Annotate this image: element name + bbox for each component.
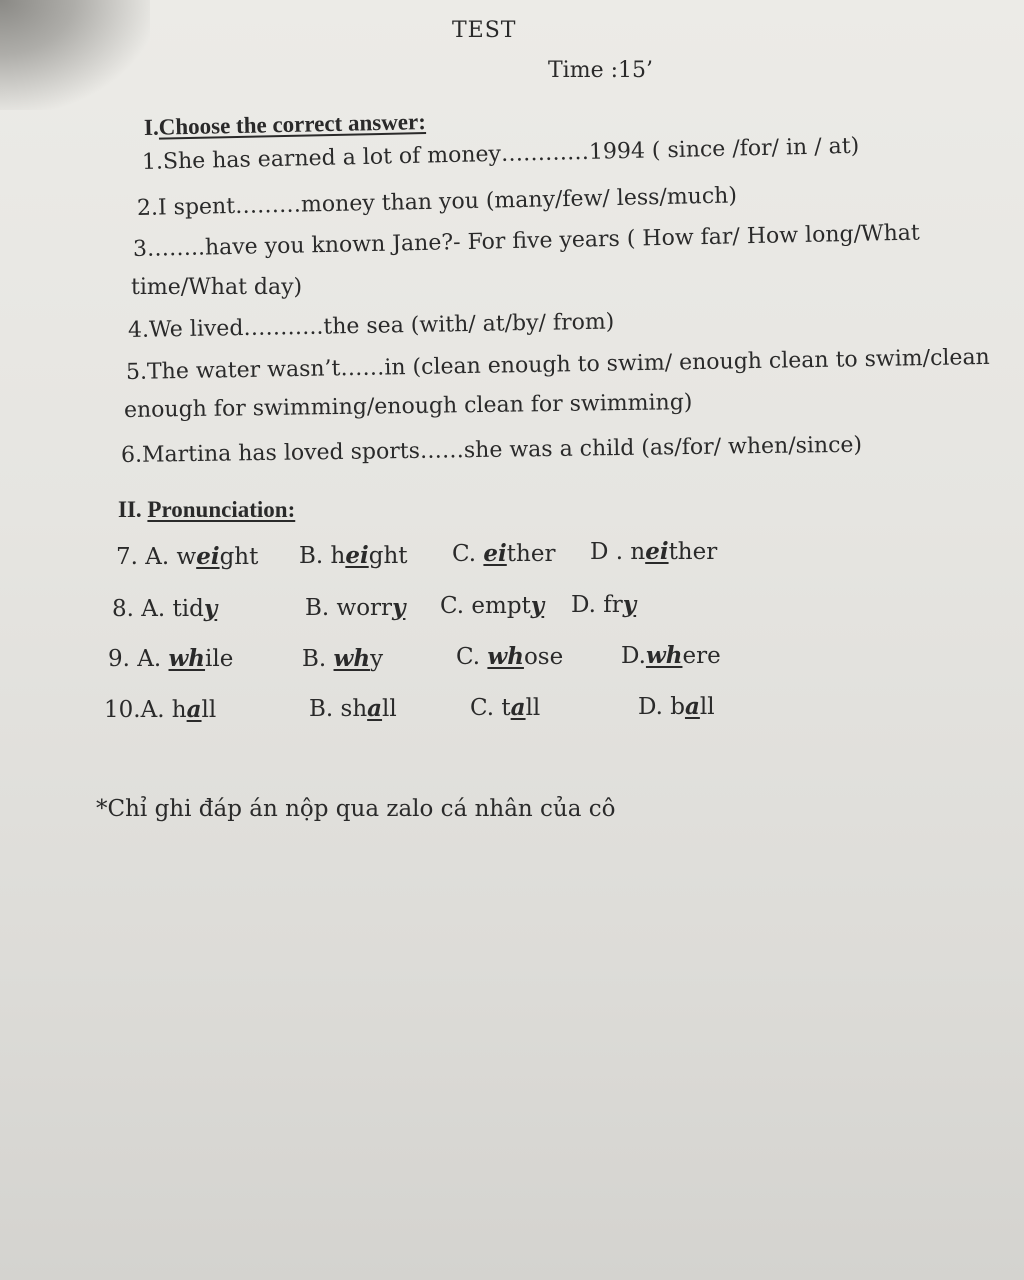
q10-d-text: D. b: [638, 694, 685, 720]
question-5: 5.The water wasn’t……in (clean enough to swim/ enough clean to swim/clean: [125, 344, 990, 385]
q8-a-text: 8. A. tid: [112, 596, 204, 622]
q8-option-c: [440, 592, 544, 619]
q10-a-text: 10.A. h: [104, 697, 187, 723]
q10-a-rest: ll: [201, 697, 217, 723]
q7-a-highlight: ei: [196, 543, 220, 570]
q10-b-rest: ll: [382, 696, 397, 722]
q9-d-highlight: wh: [645, 642, 683, 669]
q7-option-a: [116, 543, 258, 570]
q9-d-rest: ere: [682, 643, 721, 669]
q7-b-rest: ght: [368, 543, 408, 569]
q9-option-a: [108, 645, 233, 672]
q7-option-c: [452, 540, 555, 567]
question-5-cont: enough for swimming/enough clean for swimming): [123, 390, 693, 423]
time-limit: Time :15’: [548, 58, 653, 83]
q8-d-highlight: y: [622, 591, 637, 618]
q10-a-highlight: a: [186, 696, 202, 723]
question-1: 1.She has earned a lot of money…………1994 ( since /for/ in / at): [141, 133, 860, 175]
q7-b-highlight: ei: [345, 542, 369, 569]
section-1-title: Choose the correct answer:: [158, 109, 427, 140]
q7-option-b: [299, 542, 408, 569]
q7-b-text: B. h: [299, 543, 346, 569]
q9-b-highlight: wh: [333, 645, 371, 672]
question-4: 4.We lived………..the sea (with/ at/by/ from): [127, 309, 615, 343]
q8-c-text: C. empt: [440, 593, 531, 619]
q8-option-d: [571, 591, 636, 618]
q10-b-highlight: a: [367, 695, 383, 722]
q7-d-rest: ther: [668, 539, 718, 565]
q7-option-d: [590, 538, 717, 565]
q10-d-rest: ll: [699, 694, 715, 720]
q10-c-text: C. t: [470, 695, 511, 721]
q9-c-rest: ose: [523, 644, 564, 670]
q9-option-c: [456, 643, 563, 670]
section-2-number: II.: [118, 497, 142, 522]
footer-note: *Chỉ ghi đáp án nộp qua zalo cá nhân của cô: [96, 796, 616, 822]
q10-option-c: [470, 694, 540, 721]
q9-a-highlight: wh: [168, 645, 206, 672]
q9-c-highlight: wh: [487, 643, 524, 670]
q7-c-rest: ther: [506, 541, 556, 567]
q7-c-text: C.: [452, 541, 484, 567]
q7-d-text: D . n: [590, 539, 646, 565]
q10-c-rest: ll: [525, 695, 541, 721]
question-2: 2.I spent………money than you (many/few/ less/much): [136, 183, 738, 221]
q8-b-text: B. worr: [305, 595, 393, 621]
q9-option-b: [302, 645, 383, 672]
q8-option-b: [305, 594, 405, 621]
q8-b-highlight: y: [392, 594, 406, 621]
q8-c-highlight: y: [530, 592, 545, 619]
question-6: 6.Martina has loved sports……she was a child (as/for/ when/since): [120, 432, 863, 468]
q10-option-d: [638, 693, 715, 720]
q9-option-d: [621, 642, 721, 669]
q10-option-b: [309, 695, 397, 722]
q10-b-text: B. sh: [309, 696, 368, 722]
question-3-cont: time/What day): [131, 275, 303, 300]
q8-option-a: [112, 595, 217, 622]
q9-d-text: D.: [621, 643, 646, 669]
q7-d-highlight: ei: [645, 538, 669, 565]
q8-d-text: D. fr: [571, 592, 623, 618]
section-1-number: I.: [143, 114, 159, 140]
q9-a-text: 9. A.: [108, 646, 169, 672]
section-1-heading: [144, 109, 426, 141]
q10-option-a: [104, 696, 216, 723]
q8-a-highlight: y: [203, 595, 218, 622]
q7-a-text: 7. A. w: [116, 544, 197, 570]
test-title: TEST: [452, 18, 517, 43]
q10-c-highlight: a: [510, 694, 526, 721]
section-2-heading: [118, 497, 295, 523]
q9-c-text: C.: [456, 644, 488, 670]
q10-d-highlight: a: [684, 693, 700, 720]
q9-a-rest: ile: [205, 646, 234, 672]
q7-a-rest: ght: [219, 544, 259, 570]
q9-b-text: B.: [302, 646, 334, 672]
question-3: 3……..have you known Jane?- For five years ( How far/ How long/What: [132, 220, 920, 262]
q7-c-highlight: ei: [483, 540, 507, 567]
section-2-title: Pronunciation:: [147, 497, 296, 522]
q9-b-rest: y: [370, 646, 384, 672]
